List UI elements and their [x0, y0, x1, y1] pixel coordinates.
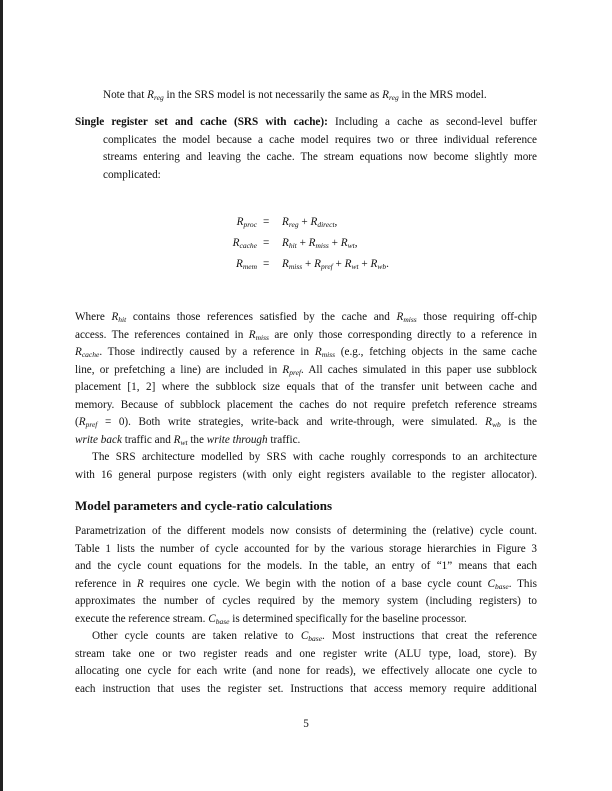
text-run: in the SRS model is not necessarily the same as — [163, 89, 383, 101]
equation-rhs — [282, 256, 389, 273]
math-symbol: R — [173, 433, 181, 446]
text-run: + — [296, 237, 309, 249]
text-run: Parametrization of the different models now consists of determining the (relative) cycle count. — [75, 525, 537, 537]
text-line — [75, 523, 537, 541]
math-subscript: direct — [317, 220, 335, 229]
math-symbol: R — [248, 328, 256, 341]
equation-rhs — [282, 235, 358, 252]
text-run: requires one cycle. We begin with the notion of a base cycle count — [143, 577, 488, 590]
math-subscript: miss — [255, 332, 269, 342]
text-line — [75, 646, 537, 664]
math-subscript: pref — [289, 367, 302, 377]
math-subscript: miss — [315, 241, 329, 250]
math-variable — [236, 258, 257, 270]
math-symbol: C — [300, 630, 309, 642]
math-symbol: R — [236, 216, 244, 228]
math-variable — [249, 329, 269, 341]
text-line — [75, 449, 537, 467]
text-run: the — [187, 433, 207, 446]
math-subscript: miss — [288, 262, 303, 271]
text-run: The SRS architecture modelled by SRS with cache roughly corresponds to an architecture — [92, 451, 537, 463]
text-run: complicated: — [103, 168, 161, 181]
text-run: . This — [508, 577, 537, 590]
text-line — [75, 114, 537, 132]
math-variable — [314, 258, 333, 270]
text-line — [75, 362, 537, 380]
text-line — [75, 663, 537, 681]
text-run: + — [328, 237, 341, 249]
math-symbol: C — [487, 577, 495, 590]
math-symbol: R — [282, 216, 289, 228]
math-variable — [233, 237, 257, 249]
math-subscript: base — [215, 616, 230, 626]
text-line — [75, 414, 537, 432]
text-run: ( — [75, 416, 79, 428]
math-variable — [111, 311, 126, 323]
math-symbol: R — [370, 258, 378, 270]
text-line — [75, 432, 537, 450]
equation-lhs — [237, 214, 257, 231]
text-run: Note that — [103, 89, 148, 101]
text-line — [75, 327, 537, 345]
text-line — [103, 149, 537, 167]
text-line — [103, 132, 537, 150]
text-line — [75, 593, 537, 611]
page-number: 5 — [303, 718, 309, 730]
equation-lhs — [233, 235, 257, 252]
math-variable — [341, 237, 355, 249]
math-subscript: pref — [85, 420, 98, 429]
math-subscript: hit — [118, 315, 127, 324]
math-symbol: R — [282, 258, 289, 270]
math-variable — [309, 237, 329, 249]
text-run: allocating one cycle for each write (and none for reads), we effectively allocate one cycle to — [75, 665, 537, 677]
math-subscript: hit — [288, 241, 297, 250]
stream-equations — [0, 214, 612, 284]
text-line — [75, 541, 537, 559]
math-subscript: wb — [491, 420, 501, 429]
text-line — [75, 467, 537, 485]
text-run: those requiring off-chip — [416, 311, 537, 323]
math-subscript: miss — [403, 315, 417, 324]
note-paragraph — [103, 87, 537, 105]
text-run: approximates the number of cycles required by the memory system (including registers) to — [75, 595, 537, 607]
text-run: in the MRS model. — [398, 89, 487, 101]
text-run: Other cycle counts are taken relative to — [92, 630, 301, 642]
text-run: each instruction that uses the register set. Instructions that access memory require additional — [75, 682, 537, 695]
text-run: memory. Because of subblock placement the caches do not require prefetch reference streams — [75, 398, 537, 411]
equation-rhs — [282, 214, 337, 231]
text-run: . — [386, 258, 389, 270]
text-line — [75, 611, 537, 629]
math-subscript: wt — [347, 241, 355, 250]
text-run: and the cycle count equations for the models. In the table, an entry of “1” means that each — [75, 560, 537, 572]
text-run: complicates the model because a cache model requires two or three individual reference — [103, 133, 537, 146]
text-line — [75, 379, 537, 397]
text-run: , — [334, 216, 338, 228]
math-variable — [79, 416, 98, 428]
math-symbol: R — [308, 237, 316, 249]
text-run: line, or prefetching a line) are included in — [75, 363, 283, 376]
math-symbol: R — [136, 577, 144, 590]
text-line — [103, 167, 537, 185]
math-variable — [396, 311, 416, 323]
text-line — [75, 576, 537, 594]
text-run: + — [298, 216, 311, 228]
math-symbol: R — [485, 416, 492, 428]
math-subscript: wt — [351, 262, 359, 271]
text-run: = 0). Both write strategies, write-back and write-through, were simulated. — [97, 416, 486, 428]
math-subscript: reg — [388, 93, 399, 102]
math-variable — [487, 578, 508, 590]
equals-sign: = — [263, 216, 270, 228]
text-line — [75, 558, 537, 576]
text-run: + — [332, 258, 345, 270]
text-line — [75, 628, 537, 646]
text-run: traffic and — [121, 433, 174, 446]
text-run: + — [302, 258, 315, 270]
text-run: contains those references satisfied by the cache and — [126, 311, 397, 323]
math-subscript: reg — [288, 220, 299, 229]
math-variable — [282, 364, 301, 376]
math-variable — [485, 416, 501, 428]
math-variable — [147, 89, 164, 101]
text-run: Where — [75, 311, 112, 323]
math-variable — [371, 258, 387, 270]
math-subscript: miss — [321, 350, 336, 359]
text-run: is determined specifically for the baseline processor. — [229, 612, 467, 625]
text-run: is the — [500, 416, 537, 428]
math-subscript: base — [494, 581, 509, 591]
text-line — [103, 87, 537, 105]
emphasis-text: write back — [75, 433, 122, 446]
math-variable — [345, 258, 359, 270]
math-subscript: mem — [242, 262, 257, 271]
model-parameters-paragraph — [75, 523, 537, 698]
math-symbol: R — [310, 216, 318, 228]
section-heading: Model parameters and cycle-ratio calculations — [75, 498, 333, 513]
math-variable — [282, 216, 299, 228]
cache-streams-paragraph — [75, 309, 537, 484]
math-symbol: R — [235, 258, 243, 270]
equals-sign: = — [263, 258, 270, 270]
text-line — [75, 309, 537, 327]
srs-with-cache-paragraph — [75, 114, 537, 184]
math-variable — [282, 258, 302, 270]
math-symbol: R — [147, 89, 154, 101]
text-run: placement [1, 2] where the subblock size equals that of the transfer unit between cache and — [75, 381, 537, 393]
math-subscript: cache — [81, 350, 100, 359]
math-symbol: R — [382, 89, 389, 101]
math-subscript: proc — [243, 220, 257, 229]
text-run: access. The references contained in — [75, 328, 249, 341]
equals-sign: = — [263, 237, 270, 249]
math-variable — [237, 216, 257, 228]
math-symbol: R — [314, 346, 322, 358]
math-symbol: R — [282, 363, 290, 376]
text-run: reference in — [75, 577, 137, 590]
math-symbol: R — [232, 237, 240, 249]
math-variable — [75, 346, 99, 358]
text-run: stream take one or two register reads and one register write (ALU type, load, store). By — [75, 647, 537, 660]
math-symbol: R — [282, 237, 289, 249]
math-subscript: reg — [153, 93, 164, 102]
math-subscript: cache — [239, 241, 257, 250]
math-symbol: R — [340, 237, 348, 249]
text-run: , — [354, 237, 358, 249]
text-run: traffic. — [267, 433, 301, 446]
math-symbol: C — [208, 612, 216, 625]
text-run: streams entering and leaving the cache. The stream equations now become slightly more — [103, 151, 537, 163]
text-run: Table 1 lists the number of cycle accounted for by the various storage hierarchies in Figure 3 — [75, 542, 537, 555]
math-subscript: wt — [180, 437, 188, 447]
text-run: execute the reference stream. — [75, 612, 209, 625]
math-subscript: wb — [377, 262, 387, 271]
math-subscript: pref — [320, 262, 333, 271]
text-line — [75, 397, 537, 415]
text-run: + — [358, 258, 371, 270]
math-variable — [315, 346, 335, 358]
math-symbol: R — [344, 258, 352, 270]
math-variable — [208, 613, 229, 625]
math-variable — [382, 89, 399, 101]
math-symbol: R — [314, 258, 321, 270]
math-variable — [310, 216, 334, 228]
text-line — [75, 681, 537, 699]
equation-lhs — [236, 256, 257, 273]
math-symbol: R — [78, 416, 86, 428]
math-variable — [137, 578, 144, 590]
math-variable — [282, 237, 297, 249]
text-run: (e.g., fetching objects in the same cache — [335, 346, 537, 358]
text-run: are only those corresponding directly to a reference in — [268, 328, 537, 341]
emphasis-text: write through — [206, 433, 268, 446]
math-variable — [174, 434, 188, 446]
text-run: with 16 general purpose registers (with only eight registers available to the register allocator). — [75, 468, 537, 481]
math-subscript: base — [308, 634, 323, 643]
text-run: . Those indirectly caused by a reference in — [99, 346, 315, 358]
text-run: Including a cache as second-level buffer — [327, 116, 537, 128]
scan-edge — [0, 0, 3, 791]
math-symbol: R — [111, 311, 119, 323]
text-run: . Most instructions that creat the reference — [322, 630, 537, 642]
text-run: . All caches simulated in this paper use subblock — [301, 363, 537, 376]
math-symbol: R — [396, 311, 404, 323]
run-in-heading: Single register set and cache (SRS with cache): — [75, 116, 328, 128]
math-variable — [301, 630, 322, 642]
text-line — [75, 344, 537, 362]
math-symbol: R — [75, 346, 82, 358]
